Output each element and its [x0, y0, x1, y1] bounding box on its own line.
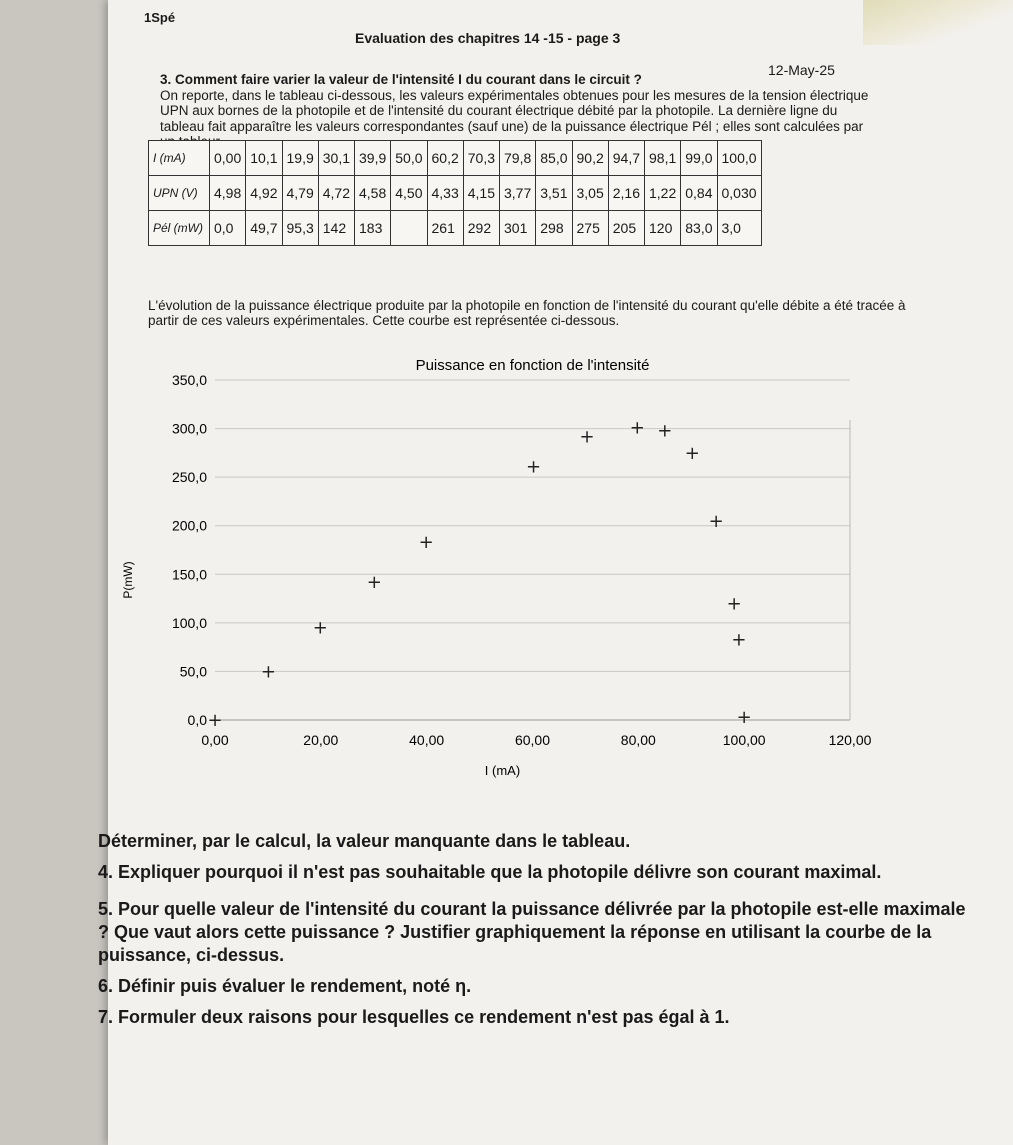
x-axis-label: I (mA) [484, 763, 521, 778]
question-3-block [160, 72, 880, 150]
table-cell: 205 [608, 211, 644, 246]
table-cell: 30,1 [318, 141, 354, 176]
y-tick-label: 350,0 [171, 372, 207, 388]
table-cell: 4,92 [246, 176, 282, 211]
table-cell: 298 [536, 211, 572, 246]
y-tick-label: 250,0 [171, 469, 207, 486]
question-4: 4. Expliquer pourquoi il n'est pas souhaitable que la photopile délivre son courant maximal. [98, 862, 882, 882]
x-tick-label: 100,00 [722, 732, 766, 748]
data-point-marker: + [418, 532, 434, 554]
table-cell: 0,0 [210, 211, 246, 246]
question-3-intro: On reporte, dans le tableau ci-dessous, les valeurs expérimentales obtenues pour les mesures de la tension électrique UPN aux bornes de la photopile et de l'intensité du courant électrique débité par la photopile. La dernière ligne du tableau fait apparaître les valeurs correspondantes (sauf une) de la puissance électrique Pél ; elles sont calculées par [160, 87, 869, 134]
data-point-marker: + [708, 510, 724, 532]
x-tick-label: 60,00 [514, 732, 551, 748]
table-cell: 39,9 [355, 141, 391, 176]
x-tick-label: 120,00 [828, 732, 872, 748]
x-tick-label: 20,00 [303, 732, 339, 748]
table-cell: 99,0 [681, 141, 717, 176]
table-cell: 49,7 [246, 211, 282, 246]
date-label: 12-May-25 [768, 62, 835, 78]
y-tick-label: 50,0 [179, 663, 207, 680]
x-tick-label: 40,00 [409, 732, 445, 748]
question-5: 5. Pour quelle valeur de l'intensité du courant la puissance délivrée par la photopile est-elle maximale ? Que vaut alors cette puissance ? Justifier graphiquement la réponse en utilisant la courbe de la puissance, ci-dessus. [98, 899, 966, 965]
data-point-marker: + [736, 707, 752, 729]
power-chart [120, 350, 880, 790]
power-chart-svg [120, 350, 880, 790]
questions-list [98, 830, 978, 1037]
data-point-marker: + [579, 426, 595, 448]
question-6: 6. Définir puis évaluer le rendement, noté η. [98, 976, 472, 996]
row-label-intensity: I (mA) [149, 141, 210, 176]
y-tick-label: 100,0 [171, 614, 207, 631]
table-cell: 0,030 [717, 176, 761, 211]
table-cell: 83,0 [681, 211, 717, 246]
table-cell: 79,8 [500, 141, 536, 176]
table-cell: 94,7 [608, 141, 644, 176]
data-point-marker: + [207, 710, 223, 731]
x-tick-label: 0,00 [201, 732, 229, 748]
table-cell: 142 [318, 211, 354, 246]
class-label: 1Spé [144, 10, 176, 25]
table-cell: 50,0 [391, 141, 427, 176]
y-tick-label: 300,0 [171, 420, 207, 437]
chart-description: L'évolution de la puissance électrique produite par la photopile en fonction de l'intensité du courant qu'elle débite a été tracée à partir de ces valeurs expérimentales. Cette courbe est représentée ci-dessous. [148, 298, 906, 328]
table-cell: 301 [500, 211, 536, 246]
table-cell: 3,51 [536, 176, 572, 211]
table-row-power [149, 211, 762, 246]
table-cell: 261 [427, 211, 463, 246]
data-point-marker: + [629, 417, 645, 439]
data-point-marker: + [260, 661, 276, 683]
table-cell: 100,0 [717, 141, 761, 176]
table-cell: 4,33 [427, 176, 463, 211]
data-point-marker: + [526, 456, 542, 478]
data-point-marker: + [312, 617, 328, 639]
table-cell: 4,79 [282, 176, 318, 211]
table-cell: 3,05 [572, 176, 608, 211]
table-cell: 4,58 [355, 176, 391, 211]
question-missing-value: Déterminer, par le calcul, la valeur manquante dans le tableau. [98, 831, 631, 851]
table-cell: 120 [645, 211, 681, 246]
table-cell: 4,72 [318, 176, 354, 211]
question-7: 7. Formuler deux raisons pour lesquelles ce rendement n'est pas égal à 1. [98, 1007, 730, 1027]
table-cell: 98,1 [645, 141, 681, 176]
decorative-corner [863, 0, 1013, 45]
chart-title: Puissance en fonction de l'intensité [415, 357, 650, 374]
data-point-marker: + [366, 572, 382, 594]
table-cell: 292 [463, 211, 499, 246]
table-cell: 2,16 [608, 176, 644, 211]
table-cell: 19,9 [282, 141, 318, 176]
table-cell: 183 [355, 211, 391, 246]
row-label-voltage: UPN (V) [149, 176, 210, 211]
table-row-intensity [149, 141, 762, 176]
data-point-marker: + [731, 629, 747, 651]
table-cell: 3,0 [717, 211, 761, 246]
data-point-marker: + [657, 420, 673, 442]
table-cell: 90,2 [572, 141, 608, 176]
table-cell: 10,1 [246, 141, 282, 176]
table-cell: 0,84 [681, 176, 717, 211]
table-cell: 70,3 [463, 141, 499, 176]
table-cell: 95,3 [282, 211, 318, 246]
missing-value-cell [391, 211, 427, 246]
table-row-voltage [149, 176, 762, 211]
table-cell: 60,2 [427, 141, 463, 176]
table-cell: 4,15 [463, 176, 499, 211]
data-point-marker: + [684, 442, 700, 464]
y-axis-label: P(mW) [121, 561, 135, 599]
table-cell: 4,50 [391, 176, 427, 211]
table-cell: 0,00 [210, 141, 246, 176]
page-title: Evaluation des chapitres 14 -15 - page 3 [355, 30, 621, 46]
measurements-table [148, 140, 762, 246]
table-cell: 3,77 [500, 176, 536, 211]
y-tick-label: 200,0 [171, 517, 207, 534]
question-3-heading: 3. Comment faire varier la valeur de l'intensité I du courant dans le circuit ? [160, 72, 642, 87]
table-cell: 4,98 [210, 176, 246, 211]
x-tick-label: 80,00 [620, 732, 656, 748]
table-cell: 85,0 [536, 141, 572, 176]
table-cell: 275 [572, 211, 608, 246]
row-label-power: Pél (mW) [149, 211, 210, 246]
y-tick-label: 0,0 [187, 712, 207, 728]
y-tick-label: 150,0 [171, 566, 207, 583]
data-point-marker: + [726, 593, 742, 615]
table-cell: 1,22 [645, 176, 681, 211]
